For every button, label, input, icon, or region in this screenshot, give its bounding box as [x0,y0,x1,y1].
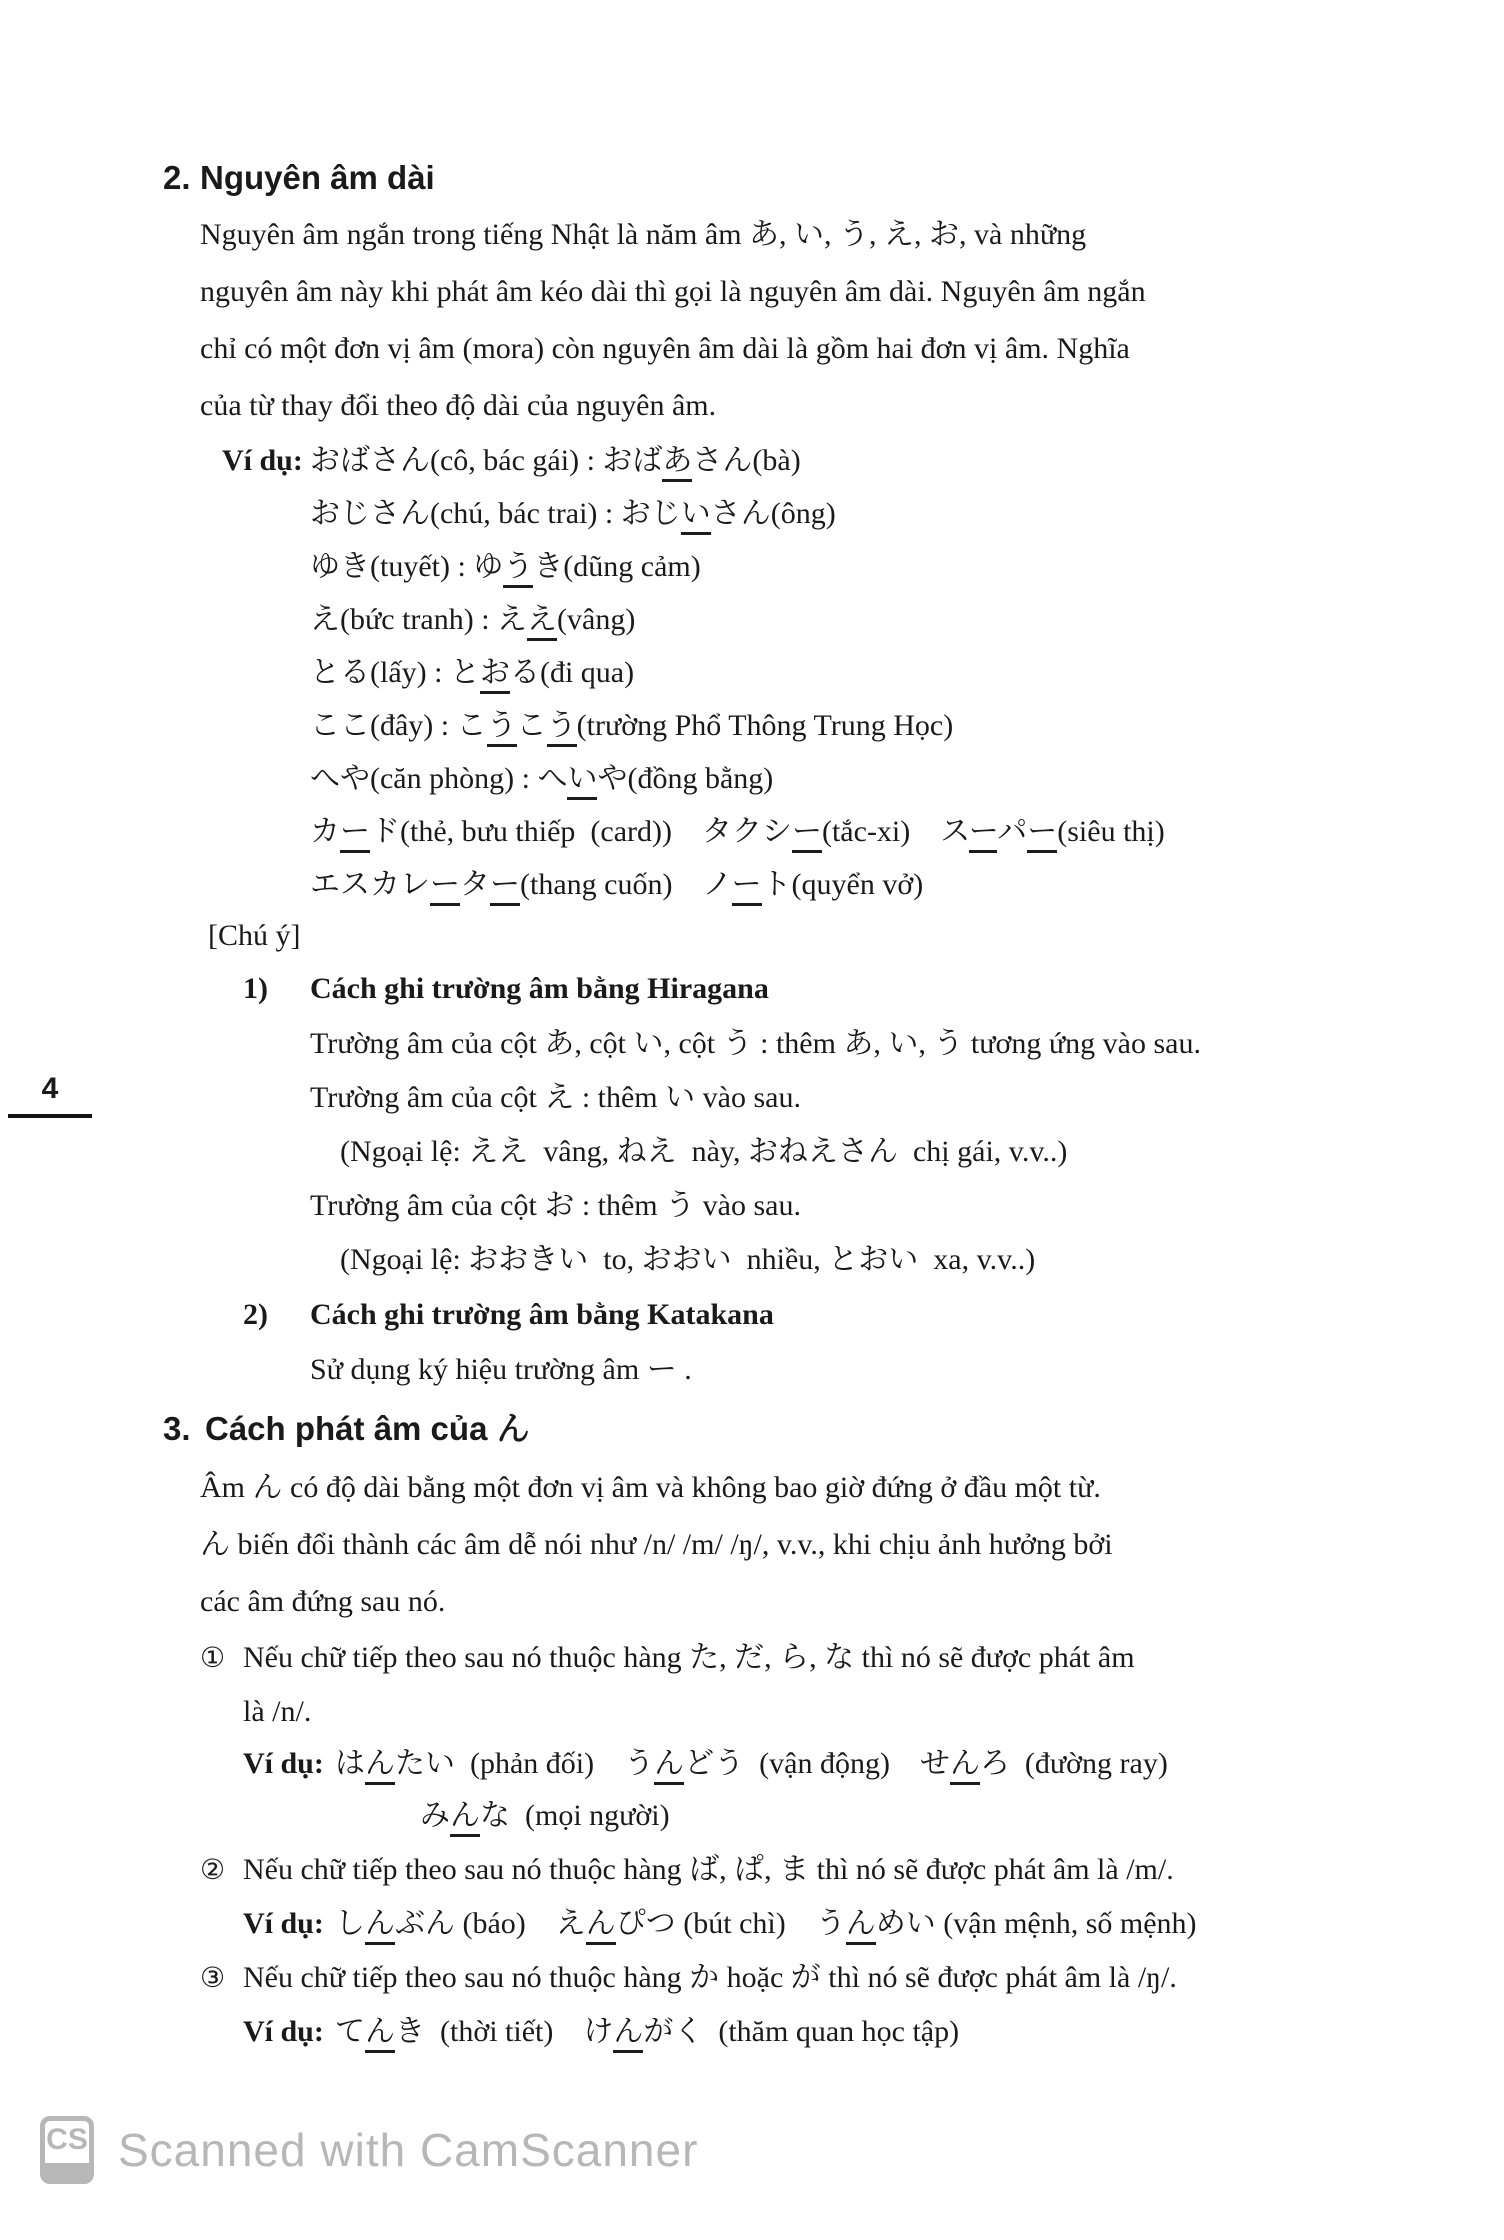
examples-column [335,2006,1463,2058]
note-label: [Chú ý] [208,919,301,952]
example-line: はんたい (phản đối) うんどう (vận động) せんろ (đường ray) [335,1738,1463,1790]
example-line: おばさん(cô, bác gái) : おばあさん(bà) [310,434,1463,487]
cs-badge-strip [45,2163,89,2179]
rule-item-1-examples [243,1738,1463,1842]
section-3-paragraph [163,1459,1463,1630]
intro-line: của từ thay đổi theo độ dài của nguyên âm. [200,389,717,422]
rule-item-1-continuation: là /n/. [243,1695,312,1728]
rule-item-2-text: Nếu chữ tiếp theo sau nó thuộc hàng ば, ぱ, ま thì nó sẽ được phát âm là /m/. [243,1853,1174,1886]
page-number: 4 [8,1072,92,1118]
note-exception-line: (Ngoại lệ: ええ vâng, ねえ này, おねえさん chị gái, v.v..) [340,1135,1068,1168]
paragraph-line: các âm đứng sau nó. [200,1585,446,1618]
example-line: ここ(đây) : こうこう(trường Phổ Thông Trung Học) [310,699,1463,752]
section-3-number: 3. [163,1410,191,1447]
circled-3-marker: ③ [200,1961,226,1994]
intro-paragraph [163,206,1463,434]
section-2-number: 2. [163,159,191,196]
note-line: Trường âm của cột え : thêm い vào sau. [310,1081,801,1114]
camscanner-footer [40,2116,698,2184]
example-line: おじさん(chú, bác trai) : おじいさん(ông) [310,487,1463,540]
page-content [163,158,1463,2058]
examples-block [222,434,1463,911]
rule-item-3-text: Nếu chữ tiếp theo sau nó thuộc hàng か hoặc が thì nó sẽ được phát âm là /ŋ/. [243,1961,1177,1994]
vidu-label: Ví dụ: [243,2015,324,2048]
example-line: え(bức tranh) : ええ(vâng) [310,593,1463,646]
paragraph-line: ん biến đổi thành các âm dễ nói như /n/ /m/ /ŋ/, v.v., khi chịu ảnh hưởng bởi [200,1528,1113,1561]
example-line: カード(thẻ, bưu thiếp (card)) タクシー(tắc-xi) スーパー(siêu thị) [310,805,1463,858]
camscanner-icon [40,2116,94,2184]
vidu-label: Ví dụ: [243,1907,324,1940]
rule-item-1-text: Nếu chữ tiếp theo sau nó thuộc hàng た, だ, ら, な thì nó sẽ được phát âm [243,1641,1135,1674]
example-line: みんな (mọi người) [335,1790,1463,1842]
examples-column [335,1898,1463,1950]
intro-line: Nguyên âm ngắn trong tiếng Nhật là năm âm あ, い, う, え, お, và những [200,218,1087,251]
rule-item-3 [200,1950,1463,2006]
camscanner-text: Scanned with CamScanner [118,2124,699,2176]
note-line: Trường âm của cột あ, cột い, cột う : thêm あ, い, う tương ứng vào sau. [310,1027,1201,1060]
circled-2-marker: ② [200,1853,226,1886]
paragraph-line: Âm ん có độ dài bằng một đơn vị âm và không bao giờ đứng ở đầu một từ. [200,1471,1101,1504]
intro-line: nguyên âm này khi phát âm kéo dài thì gọi là nguyên âm dài. Nguyên âm ngắn [200,275,1146,308]
example-line: てんき (thời tiết) けんがく (thăm quan học tập) [335,2006,1463,2058]
example-line: しんぶん (báo) えんぴつ (bút chì) うんめい (vận mệnh, số mệnh) [335,1898,1463,1950]
rule-item-2 [200,1842,1463,1898]
note-item-1-heading [243,961,1463,1017]
section-2-heading [163,158,1463,198]
note-item-1-number: 1) [243,972,268,1005]
note-item-1-title: Cách ghi trường âm bằng Hiragana [310,972,769,1005]
example-line: エスカレーター(thang cuốn) ノート(quyển vở) [310,858,1463,911]
vidu-label: Ví dụ: [222,444,303,477]
section-3-title: Cách phát âm của ん [205,1410,530,1447]
rule-item-1 [200,1630,1463,1686]
examples-column [335,1738,1463,1842]
rule-item-3-examples [243,2006,1463,2058]
cs-badge-letters: CS [46,2123,88,2156]
note-exception-line: (Ngoại lệ: おおきい to, おおい nhiều, とおい xa, v.v..) [340,1243,1036,1276]
vidu-label: Ví dụ: [243,1747,324,1780]
example-line: ゆき(tuyết) : ゆうき(dũng cảm) [310,540,1463,593]
katakana-rule-line: Sử dụng ký hiệu trường âm ー . [310,1353,692,1386]
example-line: へや(căn phòng) : へいや(đồng bằng) [310,752,1463,805]
intro-line: chỉ có một đơn vị âm (mora) còn nguyên âm dài là gồm hai đơn vị âm. Nghĩa [200,332,1130,365]
examples-column [310,434,1463,911]
section-2-title: Nguyên âm dài [200,159,435,196]
section-3-heading [163,1407,1463,1451]
rule-item-2-examples [243,1898,1463,1950]
example-line: とる(lấy) : とおる(đi qua) [310,646,1463,699]
note-item-2-number: 2) [243,1298,268,1331]
note-item-2-title: Cách ghi trường âm bằng Katakana [310,1298,774,1331]
note-item-2-heading [243,1287,1463,1343]
circled-1-marker: ① [200,1641,226,1674]
note-line: Trường âm của cột お : thêm う vào sau. [310,1189,801,1222]
